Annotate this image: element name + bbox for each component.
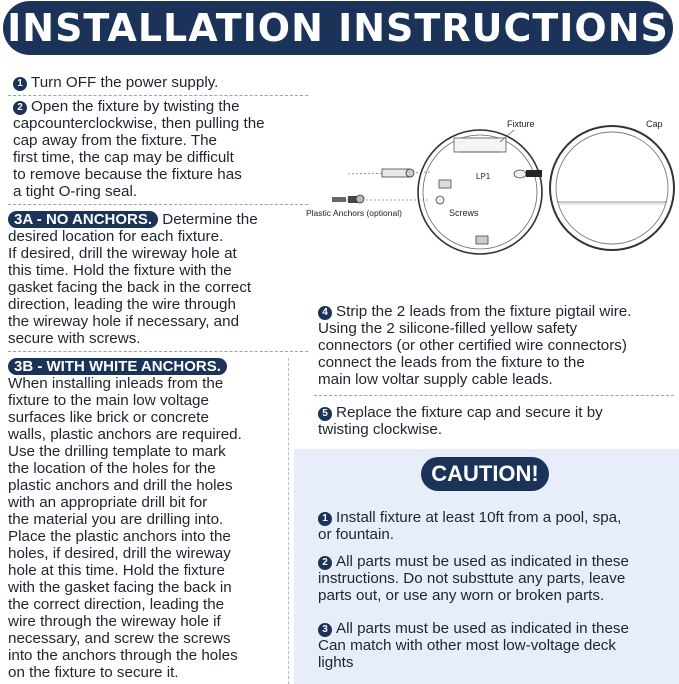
step-3b-line: plastic anchors and drill the holes <box>8 477 233 494</box>
caution-line: Install fixture at least 10ft from a pool, spa, <box>336 509 622 526</box>
step-3a-line: desired location for each fixture. <box>8 228 224 245</box>
step-3a-line: this time. Hold the fixture with the <box>8 262 232 279</box>
cap-label: Cap <box>646 119 663 129</box>
divider <box>314 395 674 396</box>
step-3b <box>8 358 242 681</box>
step-4-line: Using the 2 silicone-filled yellow safety <box>318 320 578 337</box>
step-3a-line: the wireway hole if necessary, and <box>8 313 240 330</box>
step-4-line: connect the leads from the fixture to the <box>318 354 585 371</box>
caution-line: or fountain. <box>318 526 394 543</box>
divider <box>8 204 308 205</box>
page-title: INSTALLATION INSTRUCTIONS <box>7 6 669 50</box>
caution-item-1 <box>318 509 621 543</box>
step-3b-line: into the anchors through the holes <box>8 647 238 664</box>
caution-line: All parts must be used as indicated in these <box>336 620 629 637</box>
step-2-line: a tight O-ring seal. <box>13 183 138 200</box>
anchors-label: Plastic Anchors (optional) <box>306 208 402 218</box>
step-3a-line: direction, leading the wire through <box>8 296 236 313</box>
caution-line: instructions. Do not substtute any parts, leave <box>318 570 626 587</box>
step-2-line: first time, the cap may be difficult <box>13 149 234 166</box>
divider <box>8 351 308 352</box>
step-2-line: to remove because the fixture has <box>13 166 242 183</box>
screws-label: Screws <box>449 208 479 218</box>
caution-3-number: 3 <box>318 623 332 637</box>
step-1-number: 1 <box>13 77 27 91</box>
step-1-text: Turn OFF the power supply. <box>31 74 219 91</box>
step-5-line: Replace the fixture cap and secure it by <box>336 404 603 421</box>
step-3b-line: the location of the holes for the <box>8 460 216 477</box>
step-3b-line: Use the drilling template to mark <box>8 443 226 460</box>
caution-2-number: 2 <box>318 556 332 570</box>
step-4-line: main low voltar supply cable leads. <box>318 371 553 388</box>
step-4 <box>318 303 631 388</box>
caution-line: lights <box>318 654 354 671</box>
caution-line: parts out, or use any worn or broken parts. <box>318 587 605 604</box>
divider <box>8 95 308 96</box>
step-3b-tag: 3B - WITH WHITE ANCHORS. <box>8 358 227 375</box>
title-banner <box>3 1 673 55</box>
caution-item-2 <box>318 553 629 604</box>
step-3b-line: wire through the wireway hole if <box>8 613 221 630</box>
caution-title: CAUTION! <box>421 457 549 491</box>
step-4-line: connectors (or other certified wire connectors) <box>318 337 627 354</box>
step-3b-line: fixture to the main low voltage <box>8 392 209 409</box>
fixture-diagram <box>300 108 679 308</box>
step-3b-line: necessary, and screw the screws <box>8 630 231 647</box>
step-3b-line: holes, if desired, drill the wireway <box>8 545 231 562</box>
caution-item-3 <box>318 620 629 671</box>
step-3a-line: If desired, drill the wireway hole at <box>8 245 237 262</box>
step-1 <box>13 74 218 91</box>
step-3b-line: the material you are drilling into. <box>8 511 224 528</box>
fixture-label: Fixture <box>507 119 535 129</box>
step-2-line: capcounterclockwise, then pulling the <box>13 115 265 132</box>
step-2-number: 2 <box>13 101 27 115</box>
step-2 <box>13 98 265 200</box>
step-5-number: 5 <box>318 407 332 421</box>
step-3a-tag: 3A - NO ANCHORS. <box>8 211 158 228</box>
step-3b-line: with the gasket facing the back in <box>8 579 232 596</box>
lp1-label: LP1 <box>476 172 491 181</box>
step-2-line: Open the fixture by twisting the <box>31 98 240 115</box>
column-divider <box>288 358 289 684</box>
caution-1-number: 1 <box>318 512 332 526</box>
step-3b-line: on the fixture to secure it. <box>8 664 179 681</box>
step-3a-line: Determine the <box>158 211 258 228</box>
step-3a-line: gasket facing the back in the correct <box>8 279 252 296</box>
step-5 <box>318 404 603 438</box>
step-3b-line: Place the plastic anchors into the <box>8 528 231 545</box>
step-3b-line: When installing inleads from the <box>8 375 224 392</box>
caution-line: All parts must be used as indicated in these <box>336 553 629 570</box>
step-3a-line: secure with screws. <box>8 330 141 347</box>
step-3a <box>8 211 258 347</box>
step-3b-line: surfaces like brick or concrete <box>8 409 209 426</box>
step-5-line: twisting clockwise. <box>318 421 443 438</box>
step-4-number: 4 <box>318 306 332 320</box>
step-3b-line: walls, plastic anchors are required. <box>8 426 242 443</box>
caution-line: Can match with other most low-voltage deck <box>318 637 616 654</box>
step-3b-line: the correct direction, leading the <box>8 596 225 613</box>
step-2-line: cap away from the fixture. The <box>13 132 218 149</box>
step-4-line: Strip the 2 leads from the fixture pigtail wire. <box>336 303 632 320</box>
step-3b-line: with an appropriate drill bit for <box>8 494 208 511</box>
step-3b-line: hole at this time. Hold the fixture <box>8 562 225 579</box>
